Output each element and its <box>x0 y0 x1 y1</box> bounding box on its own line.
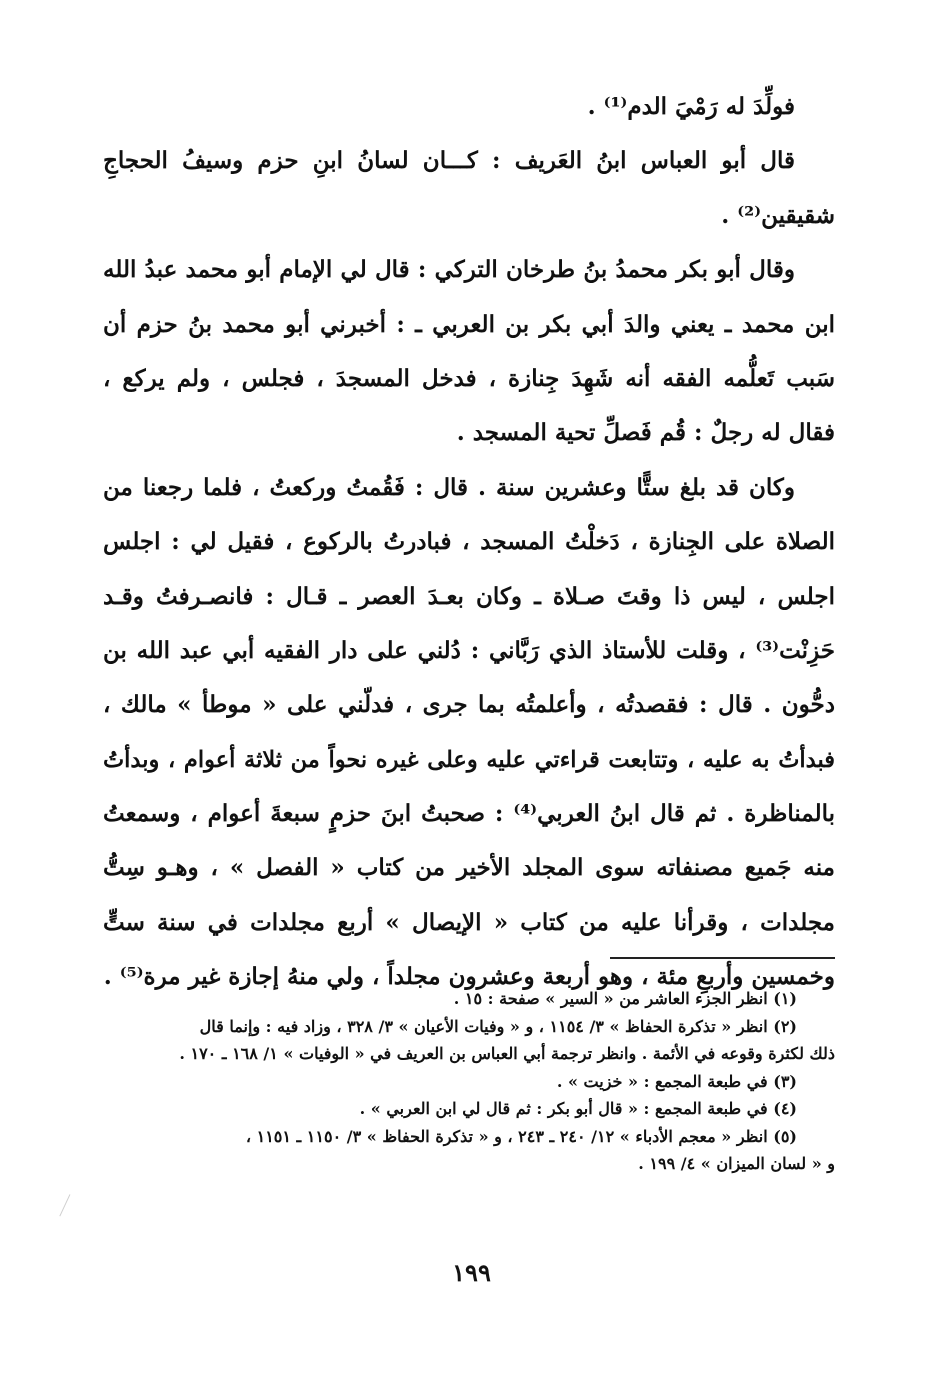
text-line: شقيقين⁽²⁾ . <box>721 201 835 229</box>
text-line: مجلدات ، وقرأنا عليه من كتاب « الإيصال » أربع مجلدات في سنة ستٍّ <box>103 908 835 936</box>
text-line: سَبب تَعلُّمه الفقه أنه شَهِدَ جِنازة ، فدخل المسجدَ ، فجلس ، ولم يركع ، <box>103 364 835 392</box>
text-line: فبدأتُ به عليه ، وتتابعت قراءتي عليه وعلى غيره نحواً من ثلاثة أعوام ، وبدأتُ <box>103 746 835 773</box>
text-line: وقال أبو بكر محمدُ بنُ طرخان التركي : قال لي الإمام أبو محمد عبدُ الله <box>103 256 795 284</box>
text-line: الصلاة على الجِنازة ، دَخلْتُ المسجد ، فبادرتُ بالركوع ، فقيل لي : اجلس <box>103 528 835 556</box>
scan-mark <box>59 1194 77 1220</box>
main-text <box>103 80 835 1005</box>
text-line: بالمناظرة . ثم قال ابنُ العربي⁽⁴⁾ : صحبتُ ابنَ حزمٍ سبعةَ أعوام ، وسمعتُ <box>103 800 835 828</box>
text-line: فولِّدَ له رَمْيَ الدم⁽¹⁾ . <box>587 93 795 120</box>
text-line: ابن محمد ـ يعني والدَ أبي بكر بن العربي ـ : أخبرني أبو محمد بنُ حزم أن <box>103 310 835 338</box>
footnotes <box>105 985 835 1178</box>
page-number: ١٩٩ <box>452 1258 491 1287</box>
text-line: حَزِنْت⁽³⁾ ، وقلت للأستاذ الذي رَبَّاني : دُلني على دار الفقيه أبي عبد الله بن <box>103 636 835 664</box>
text-line: وخمسين وأربعِ مئة ، وهو أربعة وعشرون مجلداً ، ولي منهُ إجازة غير مرة⁽⁵⁾ . <box>103 963 835 991</box>
text-line: وكان قد بلغ ستًّا وعشرين سنة . قال : فَقُمتُ وركعتُ ، فلما رجعنا من <box>103 473 795 501</box>
footnote-5: (٥) انظر « معجم الأدباء » ١٢/ ٢٤٠ ـ ٢٤٣ ، و « تذكرة الحفاظ » ٣/ ١١٥٠ ـ ١١٥١ ، <box>245 1126 797 1146</box>
footnote-separator <box>610 957 835 959</box>
footnote-4: (٤) في طبعة المجمع : « قال أبو بكر : ثم قال لي ابن العربي » . <box>359 1099 797 1118</box>
footnote-1: (١) انظر الجزء العاشر من « السير » صفحة : ١٥ . <box>453 989 797 1008</box>
footnote-5-continued: و « لسان الميزان » ٤/ ١٩٩ . <box>638 1154 835 1173</box>
text-line: اجلس ، ليس ذا وقتَ صـلاة ـ وكان بعـدَ العصر ـ قـال : فانصـرفتُ وقـد <box>103 582 835 610</box>
text-line: منه جَميع مصنفاته سوى المجلد الأخير من كتاب « الفصل » ، وهـو سِتُّ <box>103 854 835 882</box>
text-line: دحُّون . قال : فقصدتُه ، وأعلمتُه بما جرى ، فدلّني على « موطأ » مالك ، <box>103 691 835 719</box>
text-line: فقال له رجلٌ : قُم فَصلِّ تحية المسجد . <box>456 419 835 447</box>
footnote-2: (٢) انظر « تذكرة الحفاظ » ٣/ ١١٥٤ ، و « وفيات الأعيان » ٣/ ٣٢٨ ، وزاد فيه : وإنما قال <box>199 1016 797 1036</box>
text-line: قال أبو العباس ابنُ العَريف : كـــان لسانُ ابنِ حزم وسيفُ الحجاجِ <box>103 147 795 175</box>
footnote-2-continued: ذلك لكثرة وقوعه في الأئمة . وانظر ترجمة أبي العباس بن العريف في « الوفيات » ١/ ١٦٨ ـ ١٧٠ . <box>179 1044 835 1063</box>
footnote-3: (٣) في طبعة المجمع : « خزيت » . <box>556 1071 797 1091</box>
